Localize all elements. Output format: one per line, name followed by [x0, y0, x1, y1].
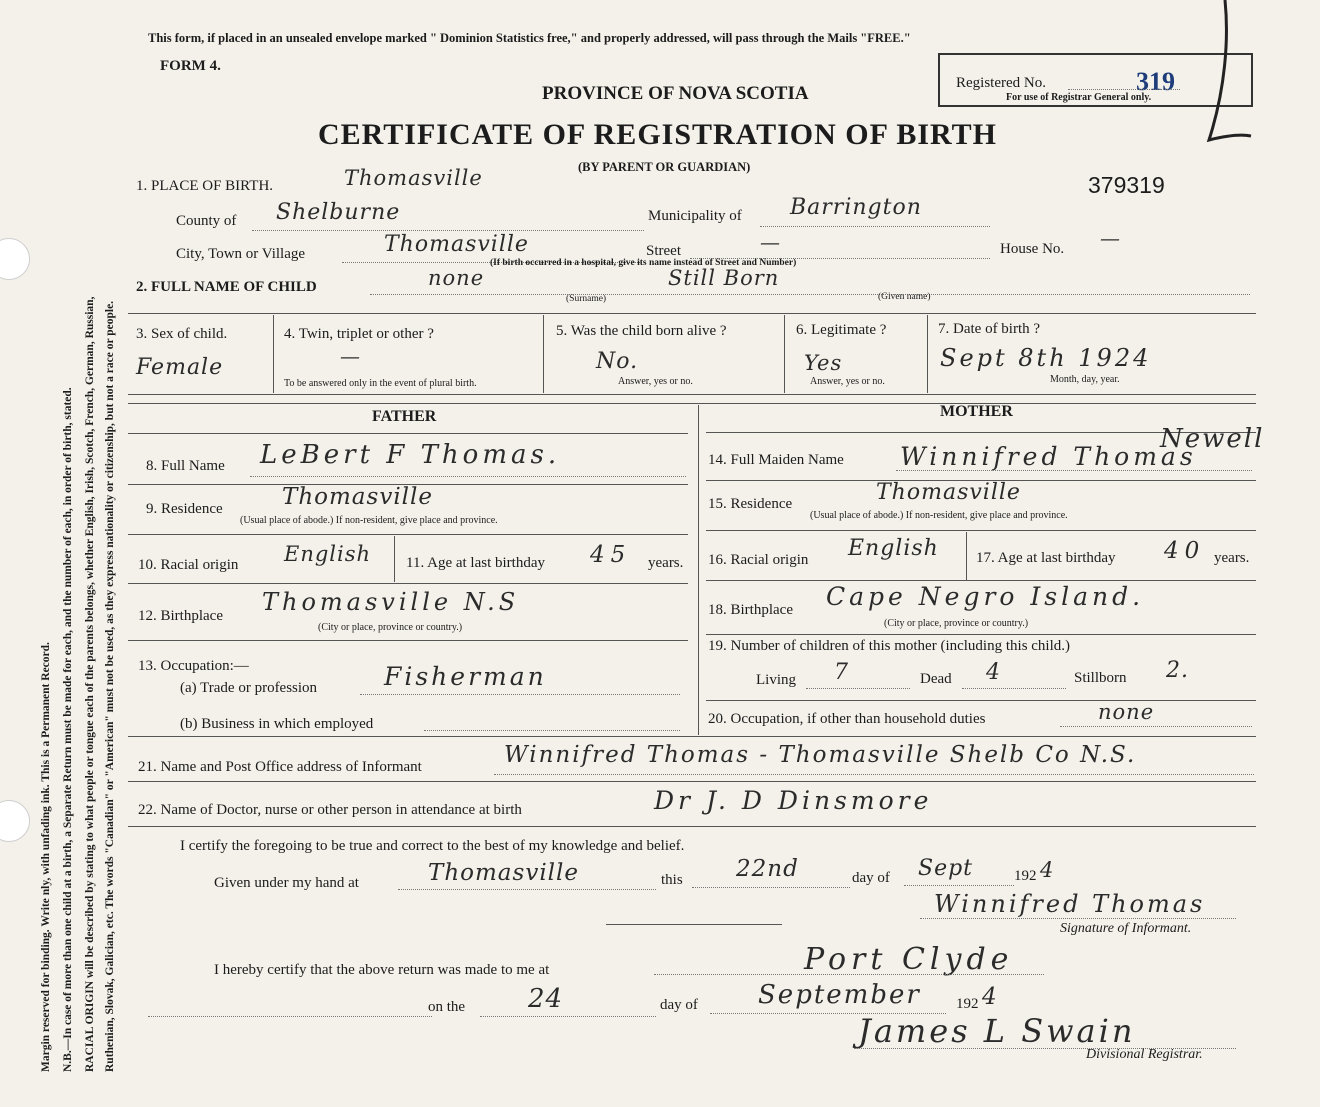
registration-day-value: 24 [528, 984, 564, 1014]
registered-value: 319 [1136, 67, 1175, 96]
mail-notice: This form, if placed in an unsealed envelope marked " Dominion Statistics free," and properly addressed, will pass through the Mails "FREE." [148, 31, 911, 45]
county-label: County of [176, 213, 237, 229]
margin-text-1: Margin reserved for binding. Write nly, with unfading ink. This is a Permanent Record. [40, 642, 52, 1072]
place-of-birth-label: 1. PLACE OF BIRTH. [136, 178, 274, 194]
mother-birthplace-label: 18. Birthplace [708, 602, 793, 618]
given-name-caption: (Given name) [878, 292, 931, 302]
registration-day-of-label: day of [660, 997, 698, 1013]
mother-age-value: 40 [1164, 538, 1206, 564]
mother-occupation-value: none [1098, 700, 1155, 724]
mother-living-label: Living [756, 672, 796, 688]
mother-racial-label: 16. Racial origin [708, 552, 809, 568]
mother-name-correction: Newell [1160, 424, 1265, 454]
municipality-value: Barrington [790, 195, 922, 220]
surname-caption: (Surname) [566, 294, 607, 304]
form-number: FORM 4. [160, 58, 221, 74]
twin-note: To be answered only in the event of plural birth. [284, 378, 477, 389]
mother-name-label: 14. Full Maiden Name [708, 452, 844, 468]
born-alive-note: Answer, yes or no. [618, 376, 693, 387]
street-label: Street [646, 243, 681, 259]
child-given-name-value: Still Born [668, 266, 780, 290]
given-place-value: Thomasville [428, 860, 579, 886]
doctor-label: 22. Name of Doctor, nurse or other person in attendance at birth [138, 802, 522, 818]
informant-signature: Winnifred Thomas [934, 890, 1206, 918]
margin-text-3: RACIAL ORIGIN will be described by stating to what people or tongue each of the parents belongs, whether English, Irish, Scotch, French, German, Russian, [84, 296, 96, 1072]
punch-hole-bottom [0, 800, 30, 842]
mother-residence-value: Thomasville [876, 480, 1021, 505]
day-of-label: day of [852, 870, 890, 886]
father-birthplace-value: Thomasville N.S [262, 588, 520, 616]
certificate-subtitle: (BY PARENT OR GUARDIAN) [578, 160, 751, 174]
child-name-label: 2. FULL NAME OF CHILD [136, 279, 317, 295]
legitimate-note: Answer, yes or no. [810, 376, 885, 387]
mother-name-value: Winnifred Thomas [900, 442, 1197, 471]
father-residence-label: 9. Residence [146, 501, 223, 517]
town-label: City, Town or Village [176, 246, 306, 262]
mother-racial-value: English [848, 536, 939, 561]
margin-text-4: Ruthenian, Slovak, Galician, etc. The words "Canadian" or "American" must not be used, as they express nationality or citizenship, but not a race or people. [104, 300, 116, 1072]
informant-label: 21. Name and Post Office address of Informant [138, 759, 422, 775]
father-racial-value: English [284, 542, 372, 566]
sex-label: 3. Sex of child. [136, 326, 228, 342]
stamp-number: 379319 [1088, 172, 1165, 198]
father-trade-value: Fisherman [384, 662, 547, 691]
street-note: (If birth occurred in a hospital, give its name instead of Street and Number) [490, 258, 797, 268]
father-residence-note: (Usual place of abode.) If non-resident, give place and province. [240, 515, 498, 526]
sex-value: Female [136, 355, 224, 380]
father-business-label: (b) Business in which employed [180, 716, 374, 732]
certify-statement: I certify the foregoing to be true and correct to the best of my knowledge and belief. [180, 838, 685, 854]
on-the-label: on the [428, 999, 466, 1015]
mother-living-value: 7 [834, 660, 849, 685]
punch-hole-top [0, 238, 30, 280]
mother-stillborn-value: 2. [1166, 658, 1189, 683]
mother-residence-label: 15. Residence [708, 496, 793, 512]
date-of-birth-value: Sept 8th 1924 [940, 344, 1152, 372]
twin-value: — [340, 344, 361, 368]
registration-year-suffix: 4 [982, 984, 998, 1010]
born-alive-label: 5. Was the child born alive ? [556, 323, 727, 339]
informant-value: Winnifred Thomas - Thomasville Shelb Co N.S. [504, 742, 1137, 768]
father-racial-label: 10. Racial origin [138, 557, 239, 573]
father-occupation-label: 13. Occupation:— [138, 658, 249, 674]
date-of-birth-note: Month, day, year. [1050, 374, 1120, 385]
house-number-value: — [1100, 226, 1121, 250]
mother-occupation-label: 20. Occupation, if other than household duties [708, 711, 986, 727]
legitimate-label: 6. Legitimate ? [796, 322, 887, 338]
municipality-label: Municipality of [648, 208, 742, 224]
father-birthplace-note: (City or place, province or country.) [318, 622, 463, 633]
father-age-value: 45 [590, 542, 632, 568]
this-label: this [661, 872, 683, 888]
legitimate-value: Yes [804, 351, 843, 375]
given-year-prefix: 192 [1014, 868, 1037, 884]
registrar-statement: I hereby certify that the above return was made to me at [214, 962, 550, 978]
registration-month-value: September [758, 980, 921, 1010]
registrar-place-value: Port Clyde [804, 942, 1014, 977]
mother-birthplace-note: (City or place, province or country.) [884, 618, 1029, 629]
father-age-label: 11. Age at last birthday [406, 555, 545, 571]
province-heading: PROVINCE OF NOVA SCOTIA [542, 83, 809, 104]
mother-heading: MOTHER [940, 403, 1013, 420]
registrar-general-note: For use of Registrar General only. [1006, 92, 1152, 103]
given-year-suffix: 4 [1040, 858, 1055, 882]
registered-label: Registered No. [956, 75, 1046, 91]
registrar-signature-caption: Divisional Registrar. [1086, 1047, 1203, 1062]
mother-dead-label: Dead [920, 671, 952, 687]
given-under-label: Given under my hand at [214, 875, 359, 891]
father-heading: FATHER [372, 408, 437, 425]
father-trade-label: (a) Trade or profession [180, 680, 318, 696]
mother-dead-value: 4 [986, 660, 1001, 685]
town-value: Thomasville [384, 232, 529, 257]
father-birthplace-label: 12. Birthplace [138, 608, 223, 624]
informant-signature-caption: Signature of Informant. [1060, 921, 1192, 936]
mother-children-label: 19. Number of children of this mother (including this child.) [708, 638, 1071, 654]
born-alive-value: No. [596, 349, 639, 374]
father-residence-value: Thomasville [282, 484, 433, 510]
registrar-signature: James L Swain [858, 1012, 1136, 1050]
certificate-title: CERTIFICATE OF REGISTRATION OF BIRTH [318, 118, 997, 151]
doctor-value: Dr J. D Dinsmore [654, 786, 933, 815]
father-name-value: LeBert F Thomas. [260, 440, 561, 470]
twin-label: 4. Twin, triplet or other ? [284, 326, 434, 342]
house-number-label: House No. [1000, 241, 1065, 257]
margin-text-2: N.B.—In case of more than one child at a birth, a Separate Return must be made for each, and the number of each, in order of birth, stated. [62, 387, 74, 1072]
mother-age-years: years. [1214, 550, 1250, 566]
mother-stillborn-label: Stillborn [1074, 670, 1127, 686]
mother-residence-note: (Usual place of abode.) If non-resident, give place and province. [810, 510, 1068, 521]
mother-age-label: 17. Age at last birthday [976, 550, 1116, 566]
county-value: Shelburne [276, 200, 401, 225]
place-of-birth-value: Thomasville [344, 166, 483, 190]
date-of-birth-label: 7. Date of birth ? [938, 321, 1041, 337]
registration-year-prefix: 192 [956, 996, 979, 1012]
father-name-label: 8. Full Name [146, 458, 225, 474]
child-surname-value: none [428, 266, 485, 290]
ink-mark [1195, 0, 1255, 160]
mother-birthplace-value: Cape Negro Island. [826, 582, 1145, 611]
given-day-value: 22nd [736, 856, 799, 882]
street-value: — [760, 230, 781, 254]
given-month-value: Sept [918, 856, 974, 881]
father-age-years: years. [648, 555, 684, 571]
